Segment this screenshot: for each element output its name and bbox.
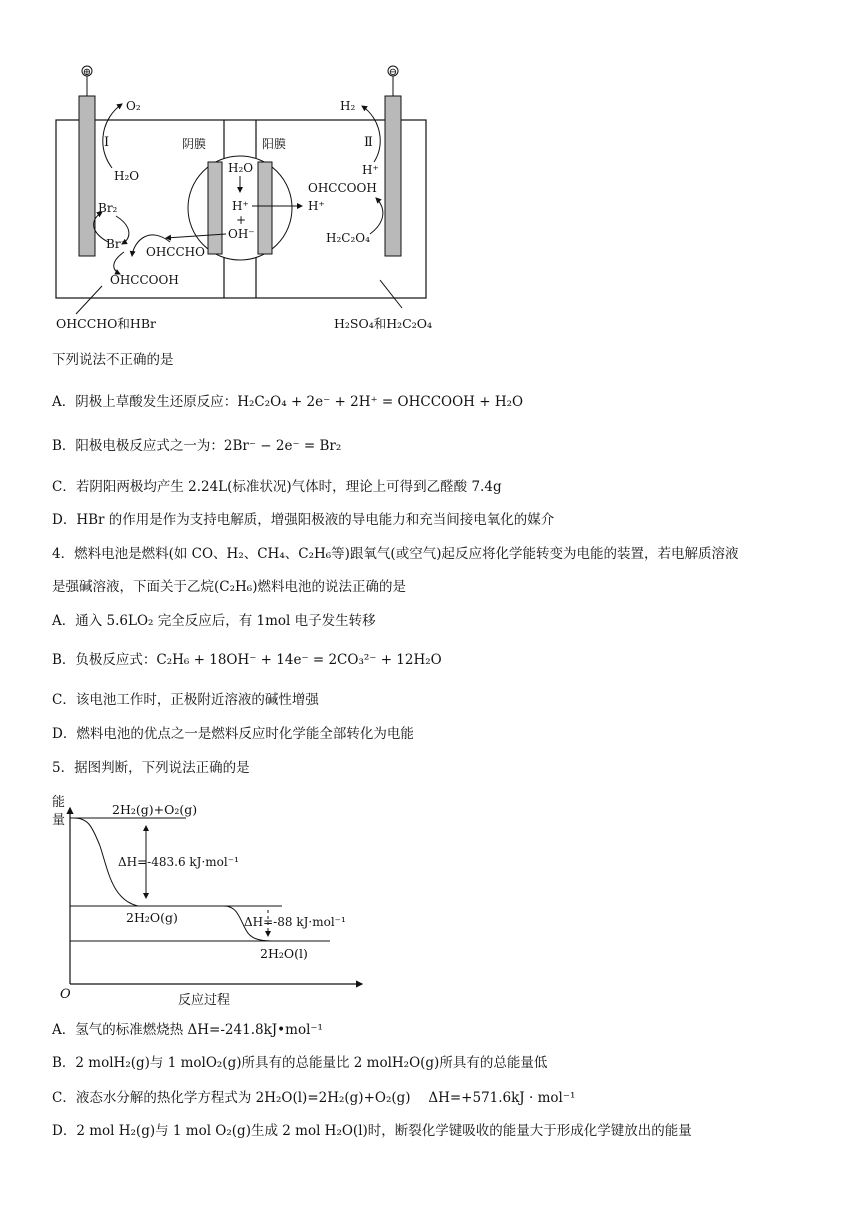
h2-label: H₂ <box>340 99 356 113</box>
cation-membrane-label: 阳膜 <box>262 137 287 151</box>
q3-stem: 下列说法不正确的是 <box>52 352 174 368</box>
electrolysis-diagram <box>40 58 460 340</box>
anode-sign: ⊕ <box>82 67 92 78</box>
plus-label: + <box>236 213 247 227</box>
q5-option-a: A．氢气的标准燃烧热 ΔH=-241.8kJ•mol⁻¹ <box>52 1022 323 1038</box>
origin-label: O <box>60 987 71 1002</box>
anode-electrode <box>79 96 95 256</box>
cathode-electrode <box>385 96 401 256</box>
br2-label: Br₂ <box>98 201 118 215</box>
top-level-label: 2H₂(g)+O₂(g) <box>112 802 198 817</box>
cathode-sign: ⊖ <box>388 67 398 78</box>
q4-option-d: D．燃料电池的优点之一是燃料反应时化学能全部转化为电能 <box>52 726 414 742</box>
dh2-label: ΔH=-88 kJ·mol⁻¹ <box>244 915 346 929</box>
left-solution-label: OHCCHO和HBr <box>56 316 156 331</box>
q5-stem: 5．据图判断，下列说法正确的是 <box>52 760 250 776</box>
q4-stem-line1: 4．燃料电池是燃料(如 CO、H₂、CH₄、C₂H₆等)跟氧气(或空气)起反应将化学能转变为电能的装置，若电解质溶液 <box>52 546 739 562</box>
h2c2o4-label: H₂C₂O₄ <box>326 231 370 245</box>
x-axis-label: 反应过程 <box>178 993 231 1008</box>
q5-option-c: C．液态水分解的热化学方程式为 2H₂O(l)=2H₂(g)+O₂(g) ΔH=+571.6kJ · mol⁻¹ <box>52 1090 576 1106</box>
q4-option-c: C．该电池工作时，正极附近溶液的碱性增强 <box>52 692 319 708</box>
q5-option-b: B．2 molH₂(g)与 1 molO₂(g)所具有的总能量比 2 molH₂O(g)所具有的总能量低 <box>52 1055 548 1071</box>
q3-option-c: C．若阴阳两极均产生 2.24L(标准状况)气体时，理论上可得到乙醛酸 7.4g <box>52 479 502 495</box>
dh1-label: ΔH=-483.6 kJ·mol⁻¹ <box>118 855 239 869</box>
oh-minus-label: OH⁻ <box>228 227 255 241</box>
h2o-center-label: H₂O <box>228 161 254 175</box>
q3-option-d: D．HBr 的作用是作为支持电解质，增强阳极液的导电能力和充当间接电氧化的媒介 <box>52 512 555 528</box>
right-solution-label: H₂SO₄和H₂C₂O₄ <box>334 316 432 331</box>
h-plus-out-label: H⁺ <box>308 199 325 213</box>
q4-option-b: B．负极反应式：C₂H₆ + 18OH⁻ + 14e⁻ = 2CO₃²⁻ + 12H₂O <box>52 652 442 668</box>
anion-membrane-label: 阴膜 <box>182 137 207 151</box>
h-plus-right-label: H⁺ <box>362 163 379 177</box>
br-minus-label: Br⁻ <box>106 237 127 251</box>
ohccooh-left-label: OHCCOOH <box>110 273 179 287</box>
bottom-level-label: 2H₂O(l) <box>260 946 308 961</box>
h-plus-center-label: H⁺ <box>232 199 249 213</box>
q4-stem-line2: 是强碱溶液，下面关于乙烷(C₂H₆)燃料电池的说法正确的是 <box>52 579 406 595</box>
o2-label: O₂ <box>126 99 141 113</box>
label-II: Ⅱ <box>364 135 373 150</box>
label-I: I <box>104 135 110 150</box>
ohccho-label: OHCCHO <box>146 245 205 259</box>
q3-option-b: B．阳极电极反应式之一为：2Br⁻ − 2e⁻ = Br₂ <box>52 438 342 454</box>
q4-option-a: A．通入 5.6LO₂ 完全反应后，有 1mol 电子发生转移 <box>52 613 376 629</box>
y-axis-label-2: 量 <box>52 813 66 828</box>
ohccooh-right-label: OHCCOOH <box>308 181 377 195</box>
h2o-left-label: H₂O <box>114 169 140 183</box>
y-axis-label-1: 能 <box>52 795 66 810</box>
q3-option-a: A．阴极上草酸发生还原反应：H₂C₂O₄ + 2e⁻ + 2H⁺ = OHCCOOH + H₂O <box>52 394 524 410</box>
mid-level-label: 2H₂O(g) <box>126 910 178 925</box>
q5-option-d: D．2 mol H₂(g)与 1 mol O₂(g)生成 2 mol H₂O(l)时，断裂化学键吸收的能量大于形成化学键放出的能量 <box>52 1123 692 1139</box>
energy-diagram <box>48 786 378 1012</box>
